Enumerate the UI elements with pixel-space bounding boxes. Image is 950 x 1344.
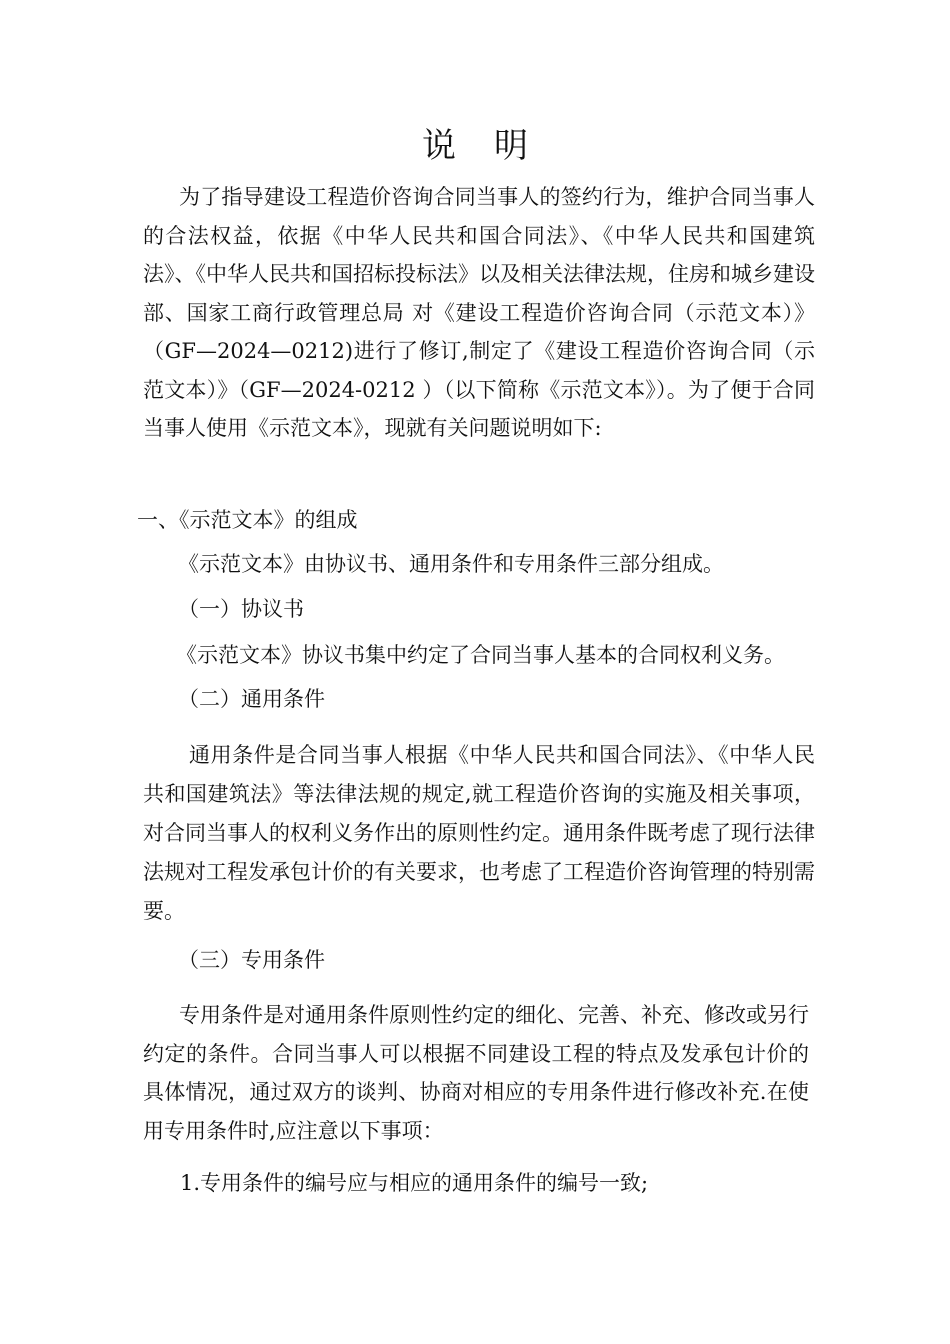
subsection-heading-special-conditions: （三）专用条件: [178, 948, 325, 972]
list-item-1: 1.专用条件的编号应与相应的通用条件的编号一致;: [180, 1171, 649, 1195]
document-title: 说明: [422, 126, 566, 166]
subsection-heading-general-conditions: （二）通用条件: [178, 687, 325, 711]
subsection-heading-agreement: （一）协议书: [178, 597, 304, 621]
section-heading-composition: 一、《示范文本》的组成: [137, 508, 358, 532]
intro-paragraph: 为了指导建设工程造价咨询合同当事人的签约行为，维护合同当事人的合法权益，依据《中华人民共和国合同法》、《中华人民共和国建筑法》、《中华人民共和国招标投标法》以及相关法律法规，住房和城乡建设部、国家工商行政管理总局 对《建设工程造价咨询合同（示范文本）》（GF—2024—0212)进行了修订,制定了《建设工程造价咨询合同（示范文本）》（GF—2024-0212 ）（以下简称《示范文本》）。为了便于合同当事人使用《示范文本》，现就有关问题说明如下:: [143, 185, 815, 440]
subsection-agreement-text: 《示范文本》协议书集中约定了合同当事人基本的合同权利义务。: [176, 643, 785, 667]
general-conditions-paragraph: 通用条件是合同当事人根据《中华人民共和国合同法》、《中华人民共和国建筑法》等法律法规的规定,就工程造价咨询的实施及相关事项，对合同当事人的权利义务作出的原则性约定。通用条件既考虑了现行法律法规对工程发承包计价的有关要求，也考虑了工程造价咨询管理的特别需要。: [143, 743, 815, 923]
section-composition-text: 《示范文本》由协议书、通用条件和专用条件三部分组成。: [178, 552, 724, 576]
special-conditions-paragraph: 专用条件是对通用条件原则性约定的细化、完善、补充、修改或另行约定的条件。合同当事人可以根据不同建设工程的特点及发承包计价的具体情况，通过双方的谈判、协商对相应的专用条件进行修改补充.在使用专用条件时,应注意以下事项：: [143, 1003, 809, 1143]
